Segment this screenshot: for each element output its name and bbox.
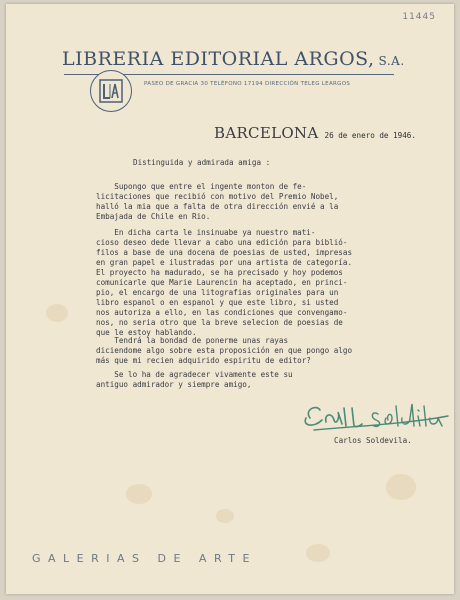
paragraph-2 <box>96 228 352 338</box>
paragraph-line: que le estoy hablando. <box>96 328 197 337</box>
foxing-stain <box>216 509 234 523</box>
letter-sheet <box>6 4 454 594</box>
paragraph-line: nos autoriza a ello, en las condiciones que convengamo- <box>96 308 348 317</box>
paragraph-4 <box>96 370 293 390</box>
paragraph-1 <box>96 182 338 222</box>
lea-monogram-icon <box>96 76 126 106</box>
paragraph-line: diciendome algo sobre esta proposición en que pongo algo <box>96 346 353 355</box>
paragraph-line: halló la mia que a falta de otra dirección envié a la <box>96 202 339 211</box>
foxing-stain <box>126 484 152 504</box>
letterhead-address: PASEO DE GRACIA 30 TELÉFONO 17194 DIRECCIÓN TELEG LEARGOS <box>144 81 351 87</box>
company-name <box>62 48 405 70</box>
paragraph-line: Tendrá la bondad de ponerme unas rayas <box>96 336 289 345</box>
paragraph-line: Embajada de Chile en Rio. <box>96 212 211 221</box>
paragraph-line: en gran papel e ilustradas por una artista de categoría. <box>96 258 353 267</box>
company-suffix: S.A. <box>378 54 405 68</box>
paragraph-line: cioso deseo dede llevar a cabo una edición para biblió- <box>96 238 348 247</box>
paragraph-line: licitaciones que recibió con motivo del Premio Nobel, <box>96 192 339 201</box>
paragraph-line: libro espanol o en espanol y que este libro, si usted <box>96 298 339 307</box>
foxing-stain <box>46 304 68 322</box>
date-city: BARCELONA <box>214 124 319 142</box>
paragraph-line: nos, no seria otro que la breve selecion de poesias de <box>96 318 343 327</box>
archive-number: 11445 <box>402 12 436 22</box>
publisher-logo <box>90 70 132 112</box>
date-text: 26 de enero de 1946. <box>324 131 416 140</box>
paragraph-line: Se lo ha de agradecer vivamente este su <box>96 370 293 379</box>
foxing-stain <box>386 474 416 500</box>
footer-tagline: GALERIAS DE ARTE <box>32 552 257 565</box>
foxing-stain <box>306 544 330 562</box>
paragraph-line: filos a base de una docena de poesias de usted, impresas <box>96 248 353 257</box>
handwritten-signature <box>296 396 454 436</box>
paragraph-line: En dicha carta le insinuabe ya nuestro mati- <box>96 228 316 237</box>
company-name-text: LIBRERIA EDITORIAL ARGOS, <box>62 48 375 70</box>
paragraph-line: más que mi recien adquirido espiritu de editor? <box>96 356 311 365</box>
paragraph-line: comunicarle que Marie Laurencin ha aceptado, en princi- <box>96 278 348 287</box>
paragraph-line: pio, el encargo de una litografias originales para un <box>96 288 339 297</box>
paragraph-line: El proyecto ha madurado, se ha precisado y hoy podemos <box>96 268 343 277</box>
paragraph-3 <box>96 336 352 366</box>
paragraph-line: antiguo admirador y siempre amigo, <box>96 380 252 389</box>
letter-date <box>214 124 416 142</box>
paragraph-line: Supongo que entre el ingente monton de fe- <box>96 182 307 191</box>
salutation: Distinguida y admirada amiga : <box>133 158 271 167</box>
typed-signatory-name: Carlos Soldevila. <box>334 436 412 445</box>
